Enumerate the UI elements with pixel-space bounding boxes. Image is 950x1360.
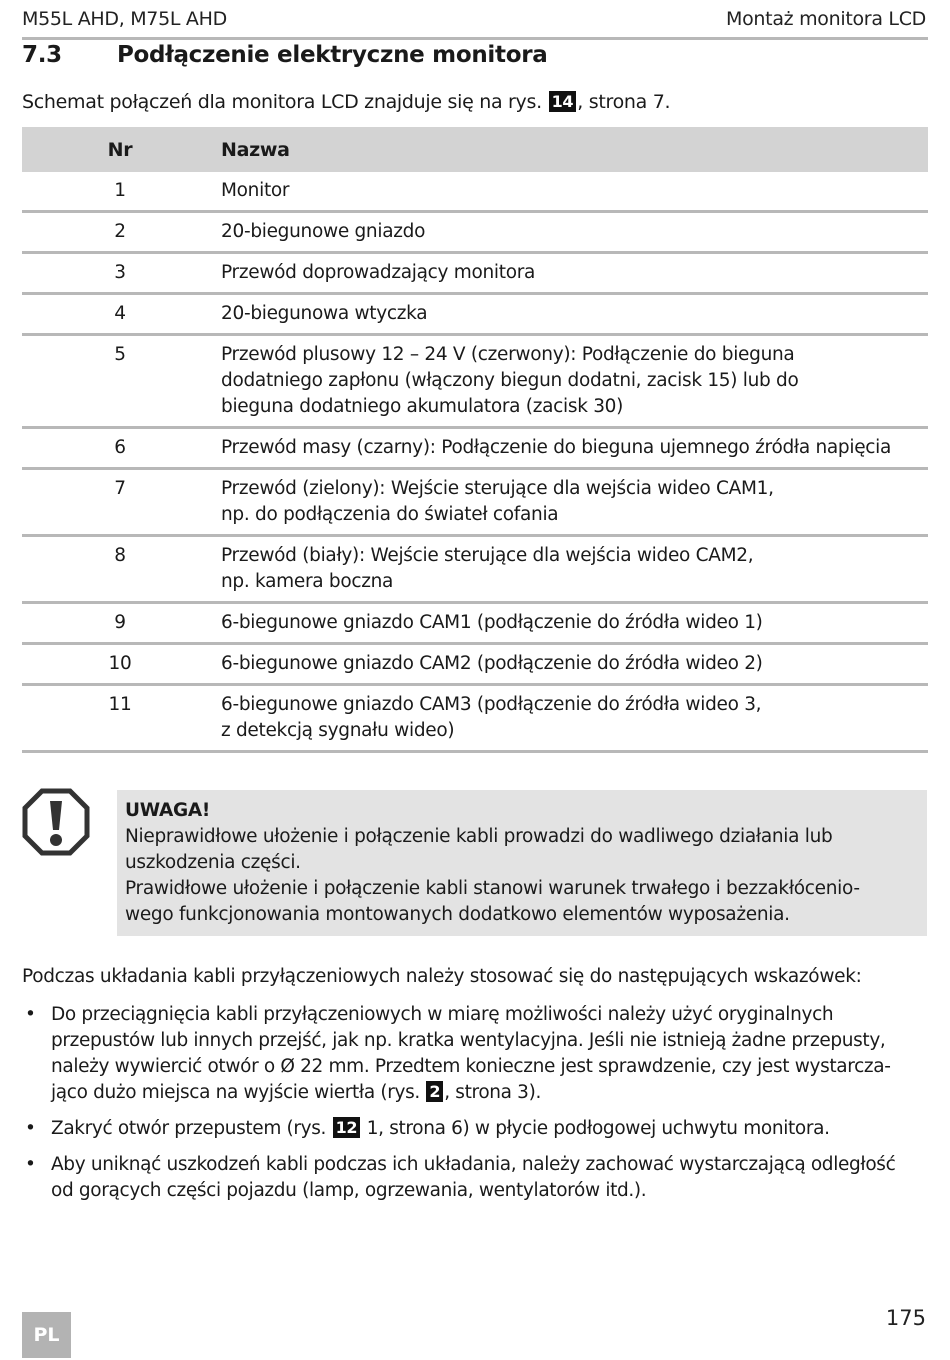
list-item-text: Zakryć otwór przepustem (rys. [51, 1118, 332, 1139]
warning-line: wego funkcjonowania montowanych dodatkowo elementów wyposażenia. [125, 904, 790, 925]
list-item-text: należy wywiercić otwór o Ø 22 mm. Przedtem konieczne jest sprawdzenie, czy jest wystarcza- [51, 1056, 891, 1077]
table-header-row [22, 127, 928, 172]
row-description-line: Przewód doprowadzający monitora [221, 262, 536, 283]
list-item-text: jąco dużo miejsca na wyjście wiertła (rys. [51, 1082, 426, 1103]
bullet-symbol: • [25, 1154, 36, 1175]
row-description [218, 172, 928, 212]
row-number: 11 [22, 685, 218, 752]
row-number: 7 [22, 469, 218, 536]
running-header-model: M55L AHD, M75L AHD [22, 8, 227, 30]
table-row [22, 253, 928, 294]
section-title: Podłączenie elektryczne monitora [117, 42, 548, 68]
list-item-text: przepustów lub innych przejść, jak np. kratka wentylacyjna. Jeśli nie istnieją żadne przepusty, [51, 1030, 886, 1051]
row-description [218, 644, 928, 685]
row-description-line: Przewód (zielony): Wejście sterujące dla wejścia wideo CAM1, [221, 478, 774, 499]
row-description [218, 428, 928, 469]
connections-table [22, 127, 928, 753]
language-badge: PL [22, 1312, 71, 1358]
row-description-line: Monitor [221, 180, 290, 201]
section-number: 7.3 [22, 42, 62, 68]
table-body [22, 172, 928, 752]
row-description [218, 212, 928, 253]
row-number: 6 [22, 428, 218, 469]
row-description-line: 20-biegunowe gniazdo [221, 221, 426, 242]
row-number: 5 [22, 335, 218, 428]
row-description-line: 6-biegunowe gniazdo CAM2 (podłączenie do źródła wideo 2) [221, 653, 763, 674]
row-description [218, 685, 928, 752]
row-description [218, 603, 928, 644]
figure-ref-badge: 14 [549, 91, 577, 112]
list-item-text: Do przeciągnięcia kabli przyłączeniowych w miarę możliwości należy użyć oryginalnych [51, 1004, 834, 1025]
table-row [22, 469, 928, 536]
column-header-name: Nazwa [218, 127, 928, 172]
list-item-text: 1, strona 6) w płycie podłogowej uchwytu monitora. [361, 1118, 830, 1139]
list-item-text: , strona 3). [444, 1082, 542, 1103]
table-row [22, 603, 928, 644]
list-item-text: od gorących części pojazdu (lamp, ogrzewania, wentylatorów itd.). [51, 1180, 647, 1201]
table-row [22, 294, 928, 335]
list-item-text: Aby uniknąć uszkodzeń kabli podczas ich układania, należy zachować wystarczającą odległość [51, 1154, 896, 1175]
warning-line: uszkodzenia części. [125, 852, 301, 873]
row-description [218, 469, 928, 536]
row-description-line: 20-biegunowa wtyczka [221, 303, 428, 324]
table-row [22, 428, 928, 469]
row-description-line: 6-biegunowe gniazdo CAM1 (podłączenie do źródła wideo 1) [221, 612, 763, 633]
row-description [218, 253, 928, 294]
row-number: 8 [22, 536, 218, 603]
bullet-symbol: • [25, 1118, 36, 1139]
row-number: 10 [22, 644, 218, 685]
warning-octagon-icon [22, 788, 90, 856]
row-description-line: np. kamera boczna [221, 571, 394, 592]
table-row [22, 685, 928, 752]
table-row [22, 644, 928, 685]
list-item [22, 1116, 928, 1142]
row-description [218, 335, 928, 428]
figure-ref-badge: 2 [426, 1081, 443, 1102]
row-description-line: dodatniego zapłonu (włączony biegun dodatni, zacisk 15) lub do [221, 370, 799, 391]
row-description-line: bieguna dodatniego akumulatora (zacisk 30) [221, 396, 624, 417]
running-header-chapter: Montaż monitora LCD [726, 8, 926, 30]
intro-text-end: , strona 7. [577, 91, 671, 113]
header-rule [22, 37, 928, 40]
intro-sentence [22, 91, 670, 113]
row-description-line: 6-biegunowe gniazdo CAM3 (podłączenie do źródła wideo 3, [221, 694, 762, 715]
row-number: 9 [22, 603, 218, 644]
instructions-intro: Podczas układania kabli przyłączeniowych należy stosować się do następujących wskazówek: [22, 966, 862, 987]
bullet-symbol: • [25, 1004, 36, 1025]
list-item [22, 1002, 928, 1106]
section-heading [22, 42, 547, 68]
row-number: 1 [22, 172, 218, 212]
intro-text: Schemat połączeń dla monitora LCD znajduje się na rys. [22, 91, 542, 113]
row-number: 4 [22, 294, 218, 335]
table-row [22, 172, 928, 212]
figure-ref-badge: 12 [333, 1117, 361, 1138]
warning-line: Nieprawidłowe ułożenie i połączenie kabli prowadzi do wadliwego działania lub [125, 826, 833, 847]
row-number: 2 [22, 212, 218, 253]
list-item [22, 1152, 928, 1204]
row-description [218, 294, 928, 335]
column-header-nr: Nr [22, 127, 218, 172]
row-description-line: np. do podłączenia do świateł cofania [221, 504, 559, 525]
row-number: 3 [22, 253, 218, 294]
instructions-list [22, 1002, 928, 1214]
row-description [218, 536, 928, 603]
page-number: 175 [885, 1306, 926, 1330]
warning-line: Prawidłowe ułożenie i połączenie kabli stanowi warunek trwałego i bezzakłócenio- [125, 878, 860, 899]
table-row [22, 335, 928, 428]
warning-box [117, 790, 927, 936]
row-description-line: Przewód plusowy 12 – 24 V (czerwony): Podłączenie do bieguna [221, 344, 795, 365]
row-description-line: Przewód (biały): Wejście sterujące dla wejścia wideo CAM2, [221, 545, 754, 566]
table-row [22, 212, 928, 253]
row-description-line: Przewód masy (czarny): Podłączenie do bieguna ujemnego źródła napięcia [221, 437, 892, 458]
warning-title: UWAGA! [125, 800, 211, 821]
row-description-line: z detekcją sygnału wideo) [221, 720, 455, 741]
table-row [22, 536, 928, 603]
